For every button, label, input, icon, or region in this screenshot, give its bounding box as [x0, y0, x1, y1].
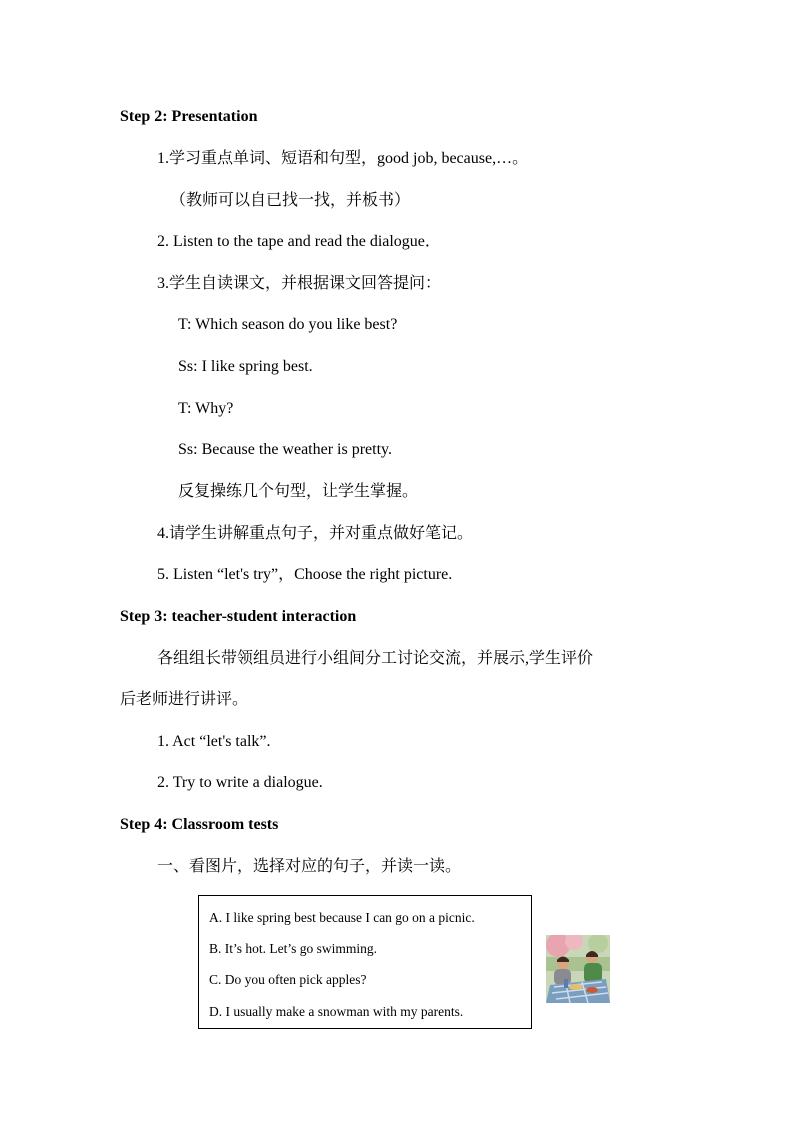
options-box	[198, 895, 532, 1029]
step2-item-note: （教师可以自已找一找，并板书）	[170, 192, 411, 209]
step3-paragraph-line-1: 各组组长带领组员进行小组间分工讨论交流，并展示,学生评价	[157, 650, 594, 667]
step2-item-4: 4.请学生讲解重点句子，并对重点做好笔记。	[157, 525, 474, 542]
step2-item-1: 1.学习重点单词、短语和句型，good job, because,…。	[157, 150, 529, 167]
step3-heading: Step 3: teacher-student interaction	[120, 608, 357, 625]
step3-paragraph-line-2: 后老师进行讲评。	[120, 691, 249, 708]
option-c: C. Do you often pick apples?	[209, 972, 367, 987]
option-a: A. I like spring best because I can go on a picnic.	[209, 910, 475, 925]
practice-note: 反复操练几个句型，让学生掌握。	[178, 483, 419, 500]
dialogue-line-2: Ss: I like spring best.	[178, 358, 313, 375]
step2-item-3: 3.学生自读课文，并根据课文回答提问：	[157, 275, 442, 292]
option-d: D. I usually make a snowman with my parents.	[209, 1004, 464, 1019]
step4-heading: Step 4: Classroom tests	[120, 816, 279, 833]
step2-item-5: 5. Listen “let's try”，Choose the right picture.	[157, 566, 453, 583]
picnic-illustration-icon	[546, 935, 610, 1003]
step2-item-2: 2. Listen to the tape and read the dialogue．	[157, 233, 441, 250]
step3-item-2: 2. Try to write a dialogue.	[157, 774, 323, 791]
dialogue-line-1: T: Which season do you like best?	[178, 316, 398, 333]
dialogue-line-4: Ss: Because the weather is pretty.	[178, 441, 393, 458]
dialogue-line-3: T: Why?	[178, 400, 234, 417]
step4-instruction: 一、看图片，选择对应的句子，并读一读。	[157, 858, 462, 875]
step2-heading: Step 2: Presentation	[120, 108, 258, 125]
step3-item-1: 1. Act “let's talk”.	[157, 733, 271, 750]
option-b: B. It’s hot. Let’s go swimming.	[209, 941, 378, 956]
